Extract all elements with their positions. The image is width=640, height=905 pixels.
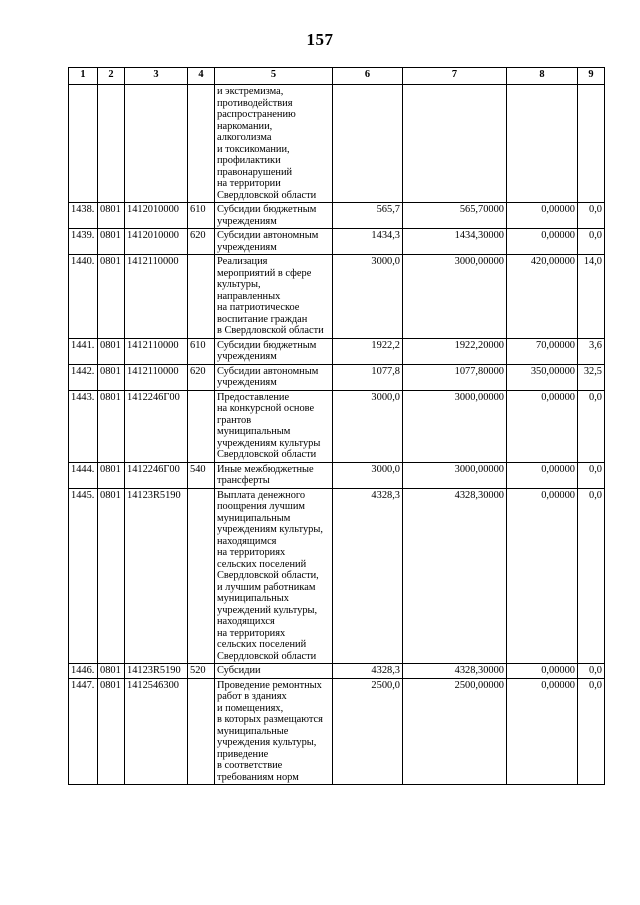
description-line: и помещениях,	[217, 702, 284, 714]
description-line: профилактики	[217, 155, 281, 166]
percent-cell: 0,0	[578, 229, 605, 255]
description-line: учреждениям	[217, 241, 277, 253]
description-line: учреждениям	[217, 215, 277, 227]
description-line: учреждения культуры,	[217, 737, 317, 748]
row-number-cell: 1442.	[69, 364, 98, 390]
target-article-cell: 1412110000	[125, 364, 188, 390]
description-line: противодействия	[217, 97, 293, 109]
planned-amount-cell: 2500,0	[333, 678, 403, 785]
description-line: учреждениям культуры,	[217, 524, 323, 535]
description-line: правонарушений	[217, 166, 293, 178]
expense-type-cell	[188, 85, 215, 203]
description-line: Выплата денежного	[217, 489, 306, 501]
description-line: Субсидии автономным	[217, 365, 319, 377]
row-number-cell: 1445.	[69, 488, 98, 664]
page-number: 157	[306, 30, 334, 49]
expense-type-cell	[188, 390, 215, 462]
executed-amount-cell	[507, 85, 578, 203]
row-number-cell: 1446.	[69, 664, 98, 679]
column-header: 9	[578, 68, 605, 85]
description-line: культуры,	[217, 279, 261, 290]
expense-type-cell: 620	[188, 364, 215, 390]
target-article-cell: 14123R5190	[125, 488, 188, 664]
executed-amount-cell: 0,00000	[507, 203, 578, 229]
planned-amount-cell: 3000,0	[333, 255, 403, 339]
planned-amount-cell: 1434,3	[333, 229, 403, 255]
percent-cell: 0,0	[578, 664, 605, 679]
approved-amount-cell: 1077,80000	[403, 364, 507, 390]
row-number-cell	[69, 85, 98, 203]
percent-cell: 0,0	[578, 462, 605, 488]
percent-cell	[578, 85, 605, 203]
row-number-cell: 1439.	[69, 229, 98, 255]
description-line: Свердловской области	[217, 650, 317, 662]
row-number-cell: 1443.	[69, 390, 98, 462]
row-number-cell: 1438.	[69, 203, 98, 229]
table-body	[69, 85, 605, 785]
target-article-cell: 1412010000	[125, 229, 188, 255]
executed-amount-cell: 0,00000	[507, 664, 578, 679]
table-row	[69, 390, 605, 462]
description-line: на патриотическое	[217, 302, 300, 313]
description-line: распространению	[217, 109, 296, 120]
description-line: работ в зданиях	[217, 691, 287, 702]
description-cell	[215, 462, 333, 488]
description-line: Иные межбюджетные	[217, 463, 314, 475]
planned-amount-cell: 3000,0	[333, 462, 403, 488]
planned-amount-cell: 1077,8	[333, 364, 403, 390]
description-line: требованиям норм	[217, 771, 299, 783]
expense-type-cell: 610	[188, 203, 215, 229]
row-number-cell: 1441.	[69, 338, 98, 364]
section-code-cell	[98, 85, 125, 203]
column-header: 6	[333, 68, 403, 85]
approved-amount-cell: 4328,30000	[403, 488, 507, 664]
description-line: Субсидии	[217, 665, 261, 676]
description-cell	[215, 229, 333, 255]
section-code-cell: 0801	[98, 364, 125, 390]
description-line: в которых размещаются	[217, 714, 323, 725]
description-line: Предоставление	[217, 391, 290, 403]
approved-amount-cell: 3000,00000	[403, 255, 507, 339]
section-code-cell: 0801	[98, 255, 125, 339]
percent-cell: 14,0	[578, 255, 605, 339]
row-number-cell: 1447.	[69, 678, 98, 785]
planned-amount-cell	[333, 85, 403, 203]
target-article-cell	[125, 85, 188, 203]
description-line: Свердловской области	[217, 449, 317, 460]
description-line: учреждениям культуры	[217, 437, 321, 449]
description-line: поощрения лучшим	[217, 501, 306, 512]
target-article-cell: 1412246Г00	[125, 390, 188, 462]
column-header: 8	[507, 68, 578, 85]
approved-amount-cell: 4328,30000	[403, 664, 507, 679]
planned-amount-cell: 4328,3	[333, 488, 403, 664]
planned-amount-cell: 3000,0	[333, 390, 403, 462]
table-row	[69, 488, 605, 664]
expense-type-cell	[188, 488, 215, 664]
executed-amount-cell: 70,00000	[507, 338, 578, 364]
section-code-cell: 0801	[98, 488, 125, 664]
description-line: муниципальных	[217, 593, 289, 604]
table-row	[69, 255, 605, 339]
description-line: грантов	[217, 414, 252, 426]
column-header: 5	[215, 68, 333, 85]
percent-cell: 3,6	[578, 338, 605, 364]
description-line: в соответствие	[217, 760, 283, 771]
target-article-cell: 1412110000	[125, 338, 188, 364]
description-line: Свердловской области	[217, 189, 317, 201]
description-cell	[215, 255, 333, 339]
description-line: учреждениям	[217, 351, 277, 362]
approved-amount-cell: 2500,00000	[403, 678, 507, 785]
description-line: наркомании,	[217, 120, 273, 132]
approved-amount-cell: 3000,00000	[403, 390, 507, 462]
description-cell	[215, 390, 333, 462]
expense-type-cell	[188, 255, 215, 339]
description-line: и лучшим работникам	[217, 581, 316, 593]
description-line: на конкурсной основе	[217, 403, 315, 414]
description-line: Свердловской области,	[217, 570, 319, 581]
expense-type-cell: 610	[188, 338, 215, 364]
table-row	[69, 85, 605, 203]
description-line: учреждениям	[217, 377, 277, 388]
description-cell	[215, 85, 333, 203]
column-header: 7	[403, 68, 507, 85]
description-line: на территории	[217, 178, 281, 189]
description-line: и экстремизма,	[217, 86, 284, 97]
planned-amount-cell: 4328,3	[333, 664, 403, 679]
expense-type-cell: 520	[188, 664, 215, 679]
section-code-cell: 0801	[98, 229, 125, 255]
column-header: 3	[125, 68, 188, 85]
description-line: направленных	[217, 290, 281, 302]
description-line: Реализация	[217, 256, 268, 267]
executed-amount-cell: 0,00000	[507, 488, 578, 664]
target-article-cell: 1412110000	[125, 255, 188, 339]
section-code-cell: 0801	[98, 462, 125, 488]
section-code-cell: 0801	[98, 203, 125, 229]
description-line: находящихся	[217, 616, 275, 627]
section-code-cell: 0801	[98, 664, 125, 679]
description-cell	[215, 338, 333, 364]
percent-cell: 0,0	[578, 678, 605, 785]
table-row	[69, 203, 605, 229]
planned-amount-cell: 565,7	[333, 203, 403, 229]
expense-type-cell: 620	[188, 229, 215, 255]
approved-amount-cell: 1434,30000	[403, 229, 507, 255]
description-line: сельских поселений	[217, 639, 307, 650]
description-line: муниципальным	[217, 512, 291, 524]
table-row	[69, 364, 605, 390]
planned-amount-cell: 1922,2	[333, 338, 403, 364]
description-line: мероприятий в сфере	[217, 267, 312, 279]
description-cell	[215, 678, 333, 785]
approved-amount-cell: 1922,20000	[403, 338, 507, 364]
table-row	[69, 678, 605, 785]
table-row	[69, 229, 605, 255]
column-header: 2	[98, 68, 125, 85]
executed-amount-cell: 0,00000	[507, 390, 578, 462]
approved-amount-cell: 3000,00000	[403, 462, 507, 488]
description-line: на территориях	[217, 547, 286, 558]
description-line: алкоголизма	[217, 132, 272, 143]
percent-cell: 0,0	[578, 390, 605, 462]
target-article-cell: 1412010000	[125, 203, 188, 229]
description-line: учреждений культуры,	[217, 604, 318, 616]
executed-amount-cell: 420,00000	[507, 255, 578, 339]
table-header-row	[69, 68, 605, 85]
description-line: сельских поселений	[217, 558, 307, 570]
description-cell	[215, 203, 333, 229]
row-number-cell: 1440.	[69, 255, 98, 339]
table-row	[69, 338, 605, 364]
section-code-cell: 0801	[98, 678, 125, 785]
budget-table	[68, 67, 605, 785]
description-line: и токсикомании,	[217, 143, 290, 155]
section-code-cell: 0801	[98, 390, 125, 462]
description-cell	[215, 488, 333, 664]
description-line: трансферты	[217, 475, 270, 486]
expense-type-cell: 540	[188, 462, 215, 488]
description-line: воспитание граждан	[217, 313, 308, 325]
percent-cell: 0,0	[578, 488, 605, 664]
executed-amount-cell: 0,00000	[507, 462, 578, 488]
column-header: 4	[188, 68, 215, 85]
expense-type-cell	[188, 678, 215, 785]
percent-cell: 32,5	[578, 364, 605, 390]
description-line: приведение	[217, 748, 269, 760]
description-line: Субсидии бюджетным	[217, 204, 317, 215]
approved-amount-cell: 565,70000	[403, 203, 507, 229]
row-number-cell: 1444.	[69, 462, 98, 488]
description-line: Субсидии автономным	[217, 230, 319, 241]
target-article-cell: 1412246Г00	[125, 462, 188, 488]
description-line: муниципальным	[217, 426, 291, 437]
section-code-cell: 0801	[98, 338, 125, 364]
executed-amount-cell: 350,00000	[507, 364, 578, 390]
approved-amount-cell	[403, 85, 507, 203]
description-line: в Свердловской области	[217, 325, 324, 336]
percent-cell: 0,0	[578, 203, 605, 229]
table-row	[69, 664, 605, 679]
executed-amount-cell: 0,00000	[507, 229, 578, 255]
description-line: Проведение ремонтных	[217, 679, 322, 691]
description-line: Субсидии бюджетным	[217, 339, 317, 351]
executed-amount-cell: 0,00000	[507, 678, 578, 785]
description-cell	[215, 664, 333, 679]
description-cell	[215, 364, 333, 390]
description-line: на территориях	[217, 627, 286, 639]
table-row	[69, 462, 605, 488]
target-article-cell: 1412546300	[125, 678, 188, 785]
description-line: находящимся	[217, 535, 277, 547]
column-header: 1	[69, 68, 98, 85]
description-line: муниципальные	[217, 725, 289, 737]
target-article-cell: 14123R5190	[125, 664, 188, 679]
